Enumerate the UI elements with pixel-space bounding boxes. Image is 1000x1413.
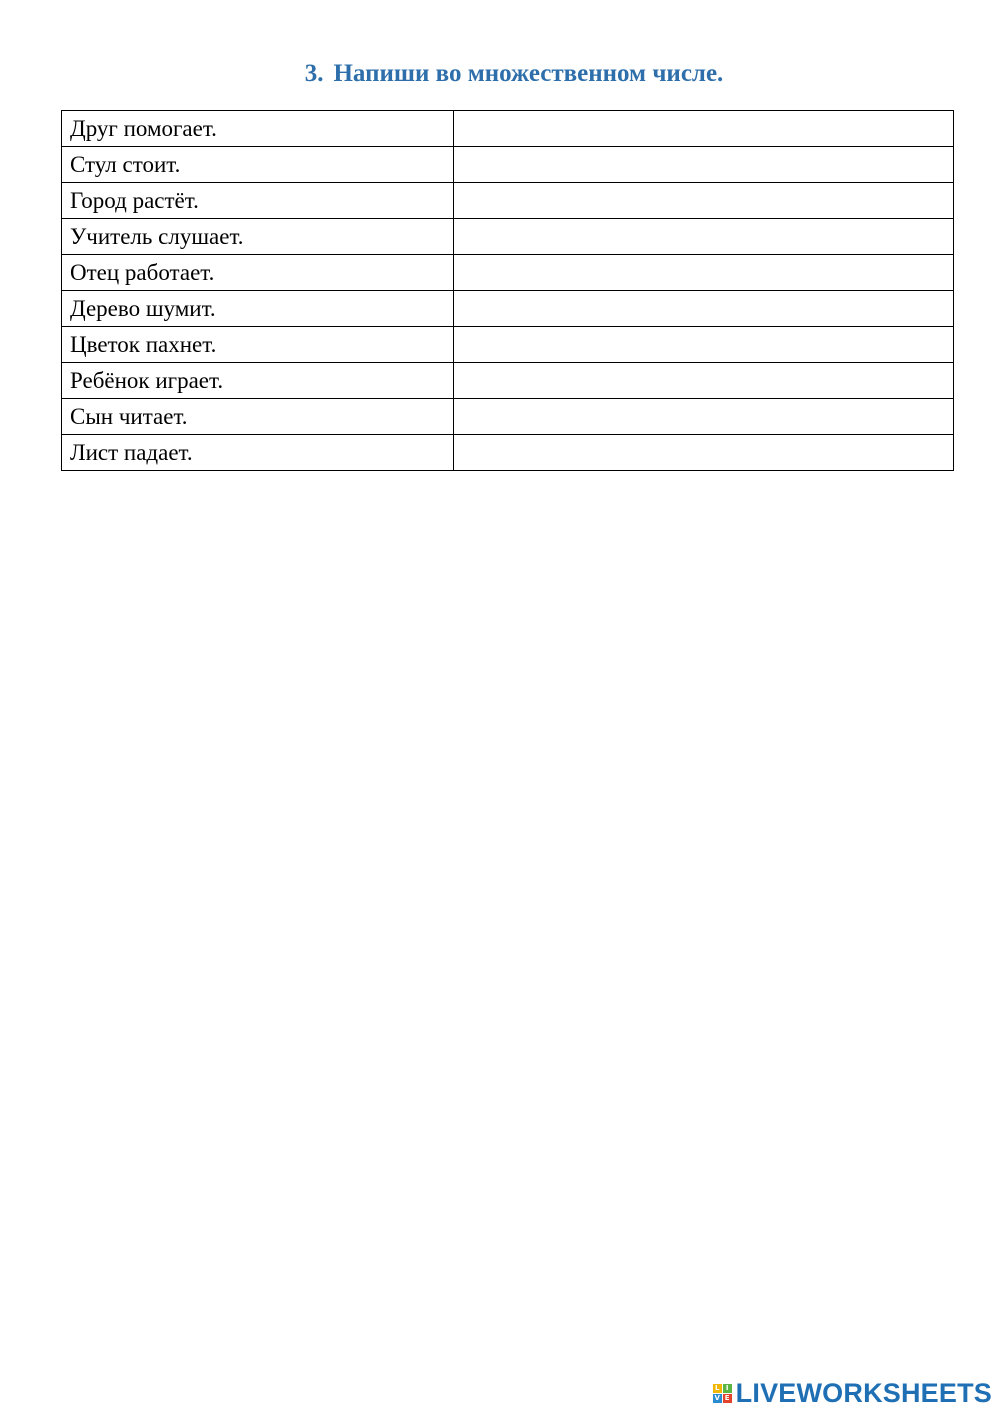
prompt-cell: Учитель слушает. (62, 219, 454, 255)
prompt-cell: Отец работает. (62, 255, 454, 291)
table-row (62, 147, 954, 183)
exercise-instruction: Напиши во множественном числе. (333, 60, 724, 87)
answer-cell (454, 291, 954, 327)
table-row (62, 327, 954, 363)
liveworksheets-logo (713, 1378, 992, 1409)
table-row (62, 255, 954, 291)
exercise-table (61, 110, 954, 471)
answer-input[interactable] (454, 255, 953, 290)
exercise-heading (0, 60, 1000, 88)
answer-input[interactable] (454, 111, 953, 146)
answer-input[interactable] (454, 219, 953, 254)
table-row (62, 435, 954, 471)
answer-input[interactable] (454, 327, 953, 362)
table-row (62, 399, 954, 435)
prompt-cell: Друг помогает. (62, 111, 454, 147)
prompt-cell: Цветок пахнет. (62, 327, 454, 363)
liveworksheets-logo-icon: L I V E (713, 1384, 732, 1403)
logo-text: LIVEWORKSHEETS (735, 1378, 992, 1408)
prompt-cell: Стул стоит. (62, 147, 454, 183)
prompt-cell: Ребёнок играет. (62, 363, 454, 399)
answer-cell (454, 327, 954, 363)
prompt-cell: Сын читает. (62, 399, 454, 435)
table-row (62, 219, 954, 255)
answer-cell (454, 183, 954, 219)
answer-cell (454, 399, 954, 435)
answer-cell (454, 255, 954, 291)
answer-input[interactable] (454, 183, 953, 218)
table-row (62, 363, 954, 399)
answer-input[interactable] (454, 399, 953, 434)
answer-input[interactable] (454, 147, 953, 182)
table-row (62, 183, 954, 219)
answer-cell (454, 219, 954, 255)
answer-input[interactable] (454, 363, 953, 398)
exercise-number: 3. (304, 60, 324, 87)
table-row (62, 111, 954, 147)
answer-input[interactable] (454, 291, 953, 326)
answer-cell (454, 435, 954, 471)
answer-cell (454, 147, 954, 183)
prompt-cell: Дерево шумит. (62, 291, 454, 327)
prompt-cell: Лист падает. (62, 435, 454, 471)
answer-cell (454, 111, 954, 147)
answer-input[interactable] (454, 435, 953, 470)
prompt-cell: Город растёт. (62, 183, 454, 219)
table-row (62, 291, 954, 327)
answer-cell (454, 363, 954, 399)
